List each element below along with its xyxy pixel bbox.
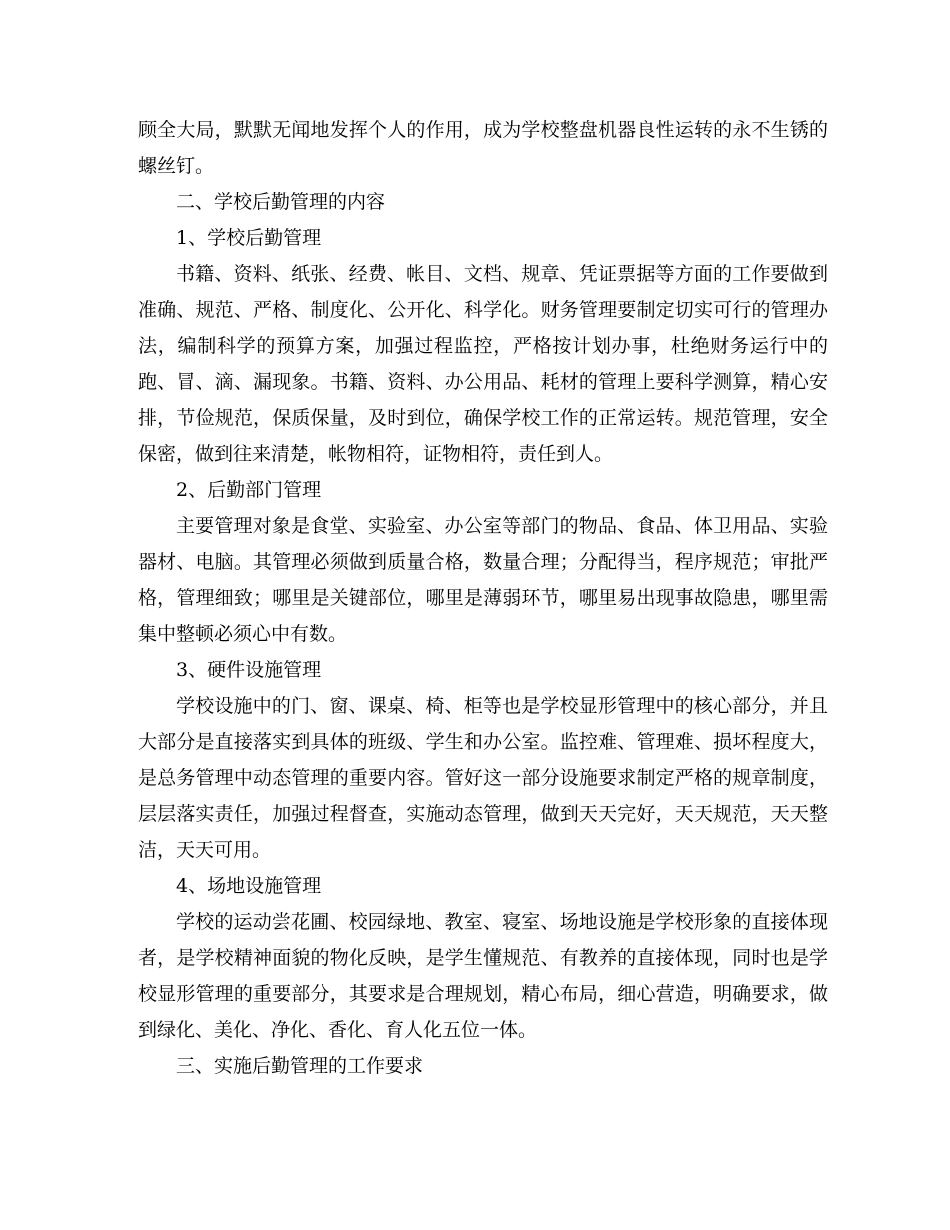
paragraph-department-management: 主要管理对象是食堂、实验室、办公室等部门的物品、食品、体卫用品、实验器材、电脑。其管理必须做到质量合格，数量合理；分配得当，程序规范；审批严格，管理细致；哪里是关键部位，哪里是薄弱环节，哪里易出现事故隐患，哪里需集中整顿必须心中有数。 — [138, 515, 828, 645]
section-heading-3: 三、实施后勤管理的工作要求 — [176, 1055, 424, 1077]
document-body — [138, 112, 828, 1084]
paragraph-continuation: 顾全大局，默默无闻地发挥个人的作用，成为学校整盘机器良性运转的永不生锈的螺丝钉。 — [138, 119, 828, 177]
subsection-heading-1: 1、学校后勤管理 — [176, 227, 322, 249]
subsection-heading-3: 3、硬件设施管理 — [176, 659, 322, 681]
paragraph-venue-management: 学校的运动尝花圃、校园绿地、教室、寝室、场地设施是学校形象的直接体现者，是学校精神面貌的物化反映，是学生懂规范、有教养的直接体现，同时也是学校显形管理的重要部分，其要求是合理规划，精心布局，细心营造，明确要求，做到绿化、美化、净化、香化、育人化五位一体。 — [138, 911, 828, 1041]
paragraph-hardware-management: 学校设施中的门、窗、课桌、椅、柜等也是学校显形管理中的核心部分，并且大部分是直接落实到具体的班级、学生和办公室。监控难、管理难、损坏程度大，是总务管理中动态管理的重要内容。管好这一部分设施要求制定严格的规章制度，层层落实责任，加强过程督查，实施动态管理，做到天天完好，天天规范，天天整洁，天天可用。 — [138, 695, 828, 861]
paragraph-school-logistics: 书籍、资料、纸张、经费、帐目、文档、规章、凭证票据等方面的工作要做到准确、规范、严格、制度化、公开化、科学化。财务管理要制定切实可行的管理办法，编制科学的预算方案，加强过程监控，严格按计划办事，杜绝财务运行中的跑、冒、滴、漏现象。书籍、资料、办公用品、耗材的管理上要科学测算，精心安排，节俭规范，保质保量，及时到位，确保学校工作的正常运转。规范管理，安全保密，做到往来清楚，帐物相符，证物相符，责任到人。 — [138, 263, 828, 465]
subsection-heading-2: 2、后勤部门管理 — [176, 479, 322, 501]
section-heading-2: 二、学校后勤管理的内容 — [176, 191, 386, 213]
subsection-heading-4: 4、场地设施管理 — [176, 875, 322, 897]
